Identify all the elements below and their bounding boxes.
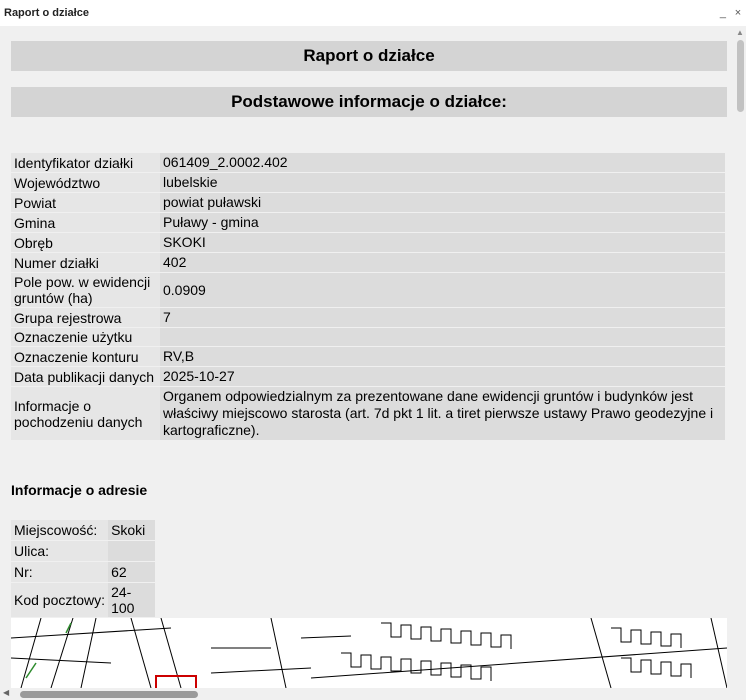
info-label: Grupa rejestrowa — [11, 308, 160, 327]
address-row — [11, 562, 155, 582]
info-label: Oznaczenie użytku — [11, 328, 160, 346]
report-title: Raport o działce — [11, 41, 727, 71]
vertical-scrollbar[interactable] — [735, 26, 746, 688]
info-row — [11, 173, 725, 192]
info-value: Organem odpowiedzialnym za prezentowane dane ewidencji gruntów i budynków jest właściwy miejscowo starosta (art. 7d pkt 1 lit. a tiret pierwsze ustawy Prawo geodezyjne i kartograficzne). — [160, 387, 725, 440]
info-row — [11, 233, 725, 252]
address-value: 24-100 — [108, 583, 155, 617]
info-row — [11, 253, 725, 272]
info-label: Pole pow. w ewidencji gruntów (ha) — [11, 273, 160, 307]
info-row — [11, 367, 725, 386]
window-title: Raport o działce — [4, 7, 89, 19]
info-value: powiat puławski — [160, 193, 725, 212]
info-row — [11, 308, 725, 327]
info-label: Informacje o pochodzeniu danych — [11, 387, 160, 440]
info-label: Powiat — [11, 193, 160, 212]
report-content — [0, 26, 735, 688]
info-label: Data publikacji danych — [11, 367, 160, 386]
minimize-button[interactable]: _ — [719, 7, 726, 19]
address-label: Kod pocztowy: — [11, 583, 108, 617]
info-label: Obręb — [11, 233, 160, 252]
address-label: Nr: — [11, 562, 108, 582]
window-titlebar — [0, 0, 746, 26]
address-value — [108, 541, 155, 561]
info-value: Puławy - gmina — [160, 213, 725, 232]
cadastral-map[interactable] — [11, 618, 727, 688]
info-row — [11, 193, 725, 212]
info-value: 0.0909 — [160, 273, 725, 307]
scrollbar-corner — [735, 688, 746, 700]
map-lines — [11, 618, 727, 688]
info-value: 2025-10-27 — [160, 367, 725, 386]
address-row — [11, 520, 155, 540]
vertical-scroll-thumb[interactable] — [737, 40, 744, 112]
info-label: Województwo — [11, 173, 160, 192]
scroll-up-icon[interactable]: ▲ — [736, 28, 744, 37]
info-value: 061409_2.0002.402 — [160, 153, 725, 172]
info-value — [160, 328, 725, 346]
info-row — [11, 387, 725, 440]
info-label: Identyfikator działki — [11, 153, 160, 172]
info-row — [11, 213, 725, 232]
info-value: lubelskie — [160, 173, 725, 192]
section-heading-basic-info: Podstawowe informacje o działce: — [11, 87, 727, 117]
address-value: 62 — [108, 562, 155, 582]
address-row — [11, 583, 155, 617]
address-value: Skoki — [108, 520, 155, 540]
address-label: Miejscowość: — [11, 520, 108, 540]
info-value: SKOKI — [160, 233, 725, 252]
info-value: 7 — [160, 308, 725, 327]
info-row — [11, 328, 725, 346]
info-label: Oznaczenie konturu — [11, 347, 160, 366]
info-label: Numer działki — [11, 253, 160, 272]
info-row — [11, 273, 725, 307]
address-section-title: Informacje o adresie — [11, 482, 148, 498]
info-label: Gmina — [11, 213, 160, 232]
close-button[interactable]: × — [734, 7, 742, 19]
info-row — [11, 347, 725, 366]
info-row — [11, 153, 725, 172]
address-label: Ulica: — [11, 541, 108, 561]
address-table — [11, 519, 155, 618]
scroll-left-icon[interactable]: ◀ — [3, 688, 10, 697]
horizontal-scroll-thumb[interactable] — [20, 691, 198, 698]
info-value: 402 — [160, 253, 725, 272]
info-value: RV,B — [160, 347, 725, 366]
horizontal-scrollbar[interactable] — [0, 688, 735, 700]
address-row — [11, 541, 155, 561]
plot-info-table — [11, 152, 725, 441]
